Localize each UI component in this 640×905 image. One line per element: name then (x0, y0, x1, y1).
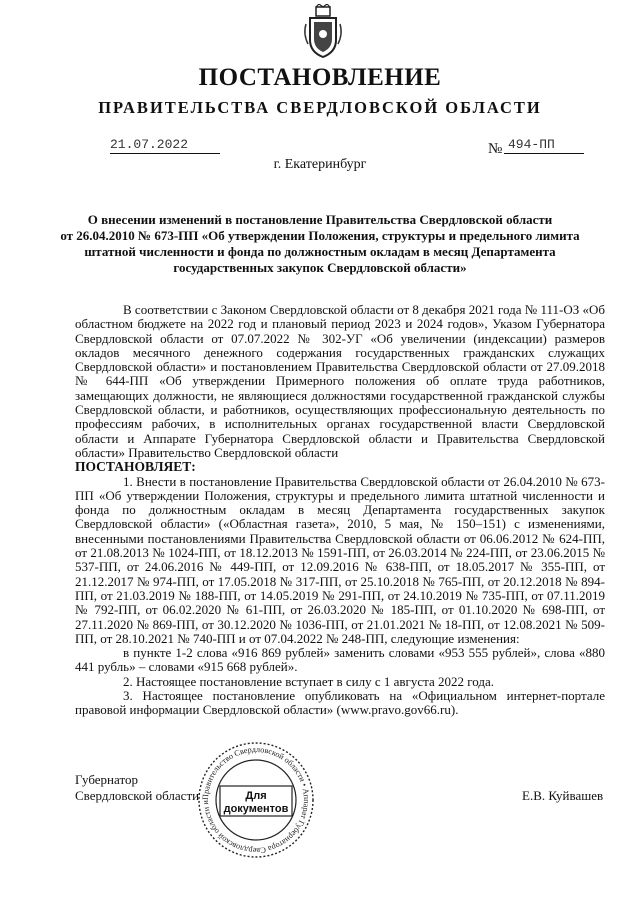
item-2-paragraph: 2. Настоящее постановление вступает в силу с 1 августа 2022 года. (123, 673, 495, 689)
signer-position (75, 772, 199, 804)
document-title: ПОСТАНОВЛЕНИЕ (198, 64, 442, 91)
official-stamp (196, 740, 316, 860)
item-1-detail-paragraph: в пункте 1-2 слова «916 869 рублей» заменить словами «953 555 рублей», слова «880 441 рубль» – словами «915 668 рублей». (75, 645, 605, 675)
document-heading (60, 212, 580, 276)
resolves-label: ПОСТАНОВЛЯЕТ: (75, 459, 196, 475)
heading-line: штатной численности и фонда по должностным окладам в месяц Департамента (84, 244, 556, 259)
document-number: 494-ПП (504, 137, 584, 154)
item-1-paragraph: 1. Внести в постановление Правительства Свердловской области от 26.04.2010 № 673-ПП «Об утверждении Положения, структуры и предельного лимита штатной численности и фонда по должностным окладам в месяц Департамента государственных закупок Свердловской области» («Областная газета», 2010, 5 мая, № 150–151) с изменениями, внесенными постановлениями Правительства Свердловской области от 06.06.2012 № 624-ПП, от 21.08.2013 № 1024-ПП, от 18.12.2013 № 1591-ПП, от 26.03.2014 № 224-ПП, от 23.06.2015 № 537-ПП, от 24.06.2016 № 449-ПП, от 12.09.2016 № 638-ПП, от 18.05.2017 № 355-ПП, от 21.12.2017 № 974-ПП, от 17.05.2018 № 317-ПП, от 25.10.2018 № 765-ПП, от 20.12.2018 № 894-ПП, от 21.03.2019 № 188-ПП, от 14.05.2019 № 291-ПП, от 24.10.2019 № 735-ПП, от 07.11.2019 № 792-ПП, от 06.02.2020 № 61-ПП, от 26.03.2020 № 185-ПП, от 01.10.2020 № 698-ПП, от 27.11.2020 № 869-ПП, от 30.12.2020 № 1036-ПП, от 21.01.2021 № 18-ПП, от 12.08.2021 № 509-ПП, от 28.10.2021 № 740-ПП и от 07.04.2022 № 248-ПП, следующие изменения: (75, 473, 605, 646)
document-date: 21.07.2022 (110, 137, 220, 154)
stamp-ring-text: Правительство Свердловской области • Аппарат Губернатора Свердловской области и (200, 744, 312, 856)
heading-line: государственных закупок Свердловской области» (173, 260, 467, 275)
stamp-center-line: документов (223, 803, 289, 815)
stamp-center-line: Для (245, 790, 267, 802)
heading-line: от 26.04.2010 № 673-ПП «Об утверждении Положения, структуры и предельного лимита (60, 228, 580, 243)
coat-of-arms-emblem (302, 4, 344, 60)
signer-position-line: Губернатор (75, 772, 138, 787)
preamble-paragraph: В соответствии с Законом Свердловской области от 8 декабря 2021 года № 111-ОЗ «Об областном бюджете на 2022 год и плановый период 2023 и 2024 годов», Указом Губернатора Свердловской области от 07.07.2022 № 302-УГ «Об увеличении (индексации) размеров окладов месячного денежного содержания государственных гражданских служащих Свердловской области» и постановлением Правительства Свердловской области от 27.09.2018 № 644-ПП «Об утверждении Примерного положения об оплате труда работников, замещающих должности, не являющиеся должностями государственной гражданской службы Свердловской области, и работников, осуществляющих профессиональную деятельность по профессиям рабочих, в исполнительных органах государственной власти Свердловской области и Аппарате Губернатора Свердловской области и Правительства Свердловской области» Правительство Свердловской области (75, 302, 605, 460)
heading-line: О внесении изменений в постановление Правительства Свердловской области (87, 212, 553, 227)
number-sign: № (488, 141, 503, 157)
signer-name: Е.В. Куйвашев (522, 788, 604, 803)
item-3-paragraph: 3. Настоящее постановление опубликовать на «Официальном интернет-портале правовой информации Свердловской области» (www.pravo.gov66.ru). (75, 688, 605, 718)
signer-position-line: Свердловской области (75, 788, 200, 803)
city-label: г. Екатеринбург (273, 157, 367, 172)
document-subtitle: ПРАВИТЕЛЬСТВА СВЕРДЛОВСКОЙ ОБЛАСТИ (98, 98, 542, 117)
document-body (75, 303, 605, 718)
